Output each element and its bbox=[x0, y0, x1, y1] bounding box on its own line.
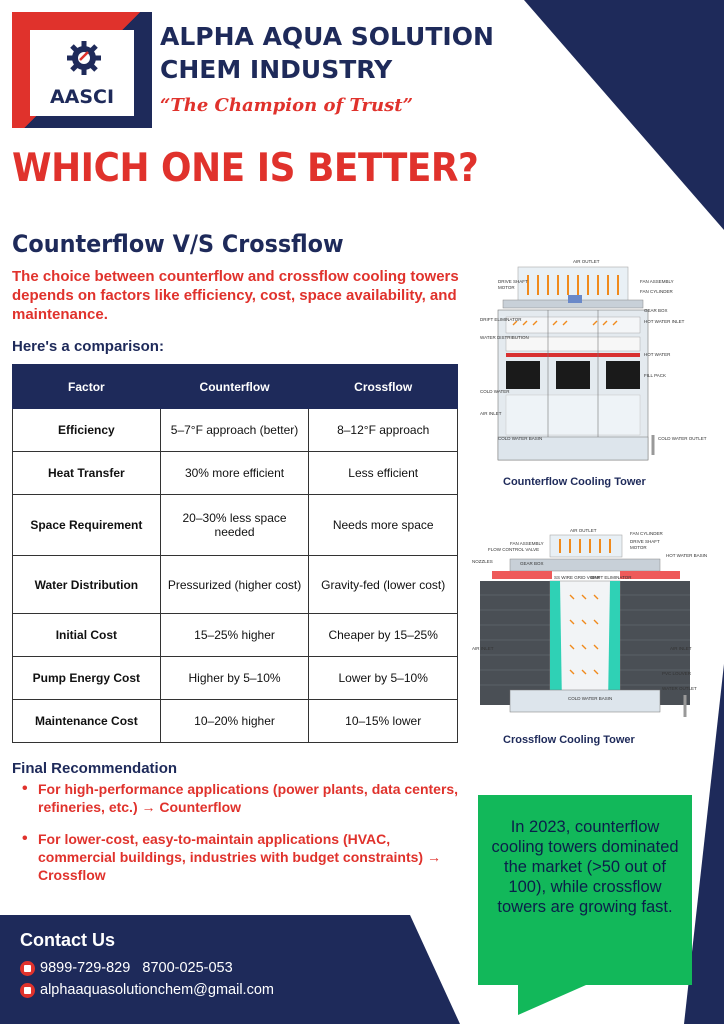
market-callout-text: In 2023, counterflow cooling towers dominated the market (>50 out of 100), while crossflow towers are growing fast. bbox=[491, 818, 679, 916]
tagline: “The Champion of Trust” bbox=[160, 95, 413, 116]
table-cell-crossflow: Gravity-fed (lower cost) bbox=[309, 556, 458, 614]
label-pvc-louver: PVC LOUVER bbox=[662, 671, 692, 676]
list-item: • For high-performance applications (power plants, data centers, refineries, etc.) → Counterflow bbox=[20, 780, 460, 816]
label-cold-water-outlet: COLD WATER OUTLET bbox=[658, 436, 707, 441]
label-nozzles: NOZZLES bbox=[472, 559, 493, 564]
phone-numbers: 9899-729-829 8700-025-053 bbox=[40, 960, 233, 976]
label-wire-grid: SS WIRE GRID V-BAR bbox=[554, 575, 601, 580]
table-cell-crossflow: 8–12°F approach bbox=[309, 409, 458, 452]
label-gear-box: GEAR BOX bbox=[520, 561, 544, 566]
table-cell-counterflow: 20–30% less space needed bbox=[160, 495, 309, 556]
label-air-inlet-left: AIR INLET bbox=[472, 646, 494, 651]
label-motor: MOTOR bbox=[498, 285, 515, 290]
table-row bbox=[13, 614, 458, 657]
table-row bbox=[13, 700, 458, 743]
table-cell-factor: Water Distribution bbox=[13, 556, 161, 614]
table-cell-factor: Pump Energy Cost bbox=[13, 657, 161, 700]
table-cell-counterflow: 5–7°F approach (better) bbox=[160, 409, 309, 452]
label-drift-eliminator: DRIFT ELIMINATOR bbox=[480, 317, 522, 322]
company-logo bbox=[12, 12, 152, 128]
label-cold-water-basin: COLD WATER BASIN bbox=[498, 436, 543, 441]
table-row bbox=[13, 556, 458, 614]
label-hot-water: HOT WATER bbox=[644, 352, 671, 357]
label-air-outlet: AIR OUTLET bbox=[573, 259, 600, 264]
label-water-outlet: WATER OUTLET bbox=[662, 686, 697, 691]
label-hot-water-inlet: HOT WATER INLET bbox=[644, 319, 685, 324]
label-gear-box: GEAR BOX bbox=[644, 308, 668, 313]
comparison-label: Here's a comparison: bbox=[12, 338, 164, 355]
contact-title: Contact Us bbox=[20, 930, 116, 950]
crossflow-caption: Crossflow Cooling Tower bbox=[503, 734, 635, 746]
table-header-cell: Factor bbox=[13, 365, 161, 409]
counterflow-tower-diagram bbox=[478, 255, 707, 470]
table-cell-factor: Space Requirement bbox=[13, 495, 161, 556]
phone-icon bbox=[20, 961, 35, 976]
recommendation-list bbox=[20, 780, 460, 898]
label-air-inlet: AIR INLET bbox=[480, 411, 502, 416]
table-cell-factor: Initial Cost bbox=[13, 614, 161, 657]
table-cell-crossflow: 10–15% lower bbox=[309, 700, 458, 743]
label-flow-control-valve: FLOW CONTROL VALVE bbox=[488, 547, 540, 552]
table-cell-factor: Heat Transfer bbox=[13, 452, 161, 495]
label-drive-shaft: DRIVE SHAFT bbox=[498, 279, 528, 284]
label-drive-shaft: DRIVE SHAFT bbox=[630, 539, 660, 544]
crossflow-tower-diagram bbox=[470, 525, 708, 725]
table-cell-factor: Maintenance Cost bbox=[13, 700, 161, 743]
callout-tail bbox=[518, 985, 586, 1015]
table-cell-counterflow: 15–25% higher bbox=[160, 614, 309, 657]
label-air-inlet-right: AIR INLET bbox=[670, 646, 692, 651]
recommendation-title: Final Recommendation bbox=[12, 760, 178, 777]
label-fan-cylinder: FAN CYLINDER bbox=[640, 289, 673, 294]
intro-paragraph: The choice between counterflow and crossflow cooling towers depends on factors like efficiency, cost, space availability, and maintenance. bbox=[12, 268, 459, 323]
table-cell-crossflow: Less efficient bbox=[309, 452, 458, 495]
logo-text: AASCI bbox=[49, 86, 115, 108]
table-cell-counterflow: 30% more efficient bbox=[160, 452, 309, 495]
table-header-cell: Counterflow bbox=[160, 365, 309, 409]
label-drift-eliminator: DRIFT ELIMINATOR bbox=[590, 575, 632, 580]
contact-email bbox=[20, 982, 274, 998]
table-header-cell: Crossflow bbox=[309, 365, 458, 409]
table-row bbox=[13, 657, 458, 700]
label-water-distribution: WATER DISTRIBUTION bbox=[480, 335, 529, 340]
gear-icon bbox=[66, 40, 102, 76]
contact-panel-edge bbox=[410, 915, 460, 1024]
corner-decoration-top-right bbox=[524, 0, 724, 230]
label-air-outlet: AIR OUTLET bbox=[570, 528, 597, 533]
label-motor: MOTOR bbox=[630, 545, 647, 550]
page-headline: WHICH ONE IS BETTER? bbox=[12, 146, 479, 191]
table-cell-factor: Efficiency bbox=[13, 409, 161, 452]
page-subheading: Counterflow V/S Crossflow bbox=[12, 230, 344, 258]
table-row bbox=[13, 495, 458, 556]
table-header-row bbox=[13, 365, 458, 409]
table-cell-counterflow: Pressurized (higher cost) bbox=[160, 556, 309, 614]
label-cold-water-basin: COLD WATER BASIN bbox=[568, 696, 613, 701]
email-address[interactable]: alphaaquasolutionchem@gmail.com bbox=[40, 982, 274, 998]
label-fan-assembly: FAN ASSEMBLY bbox=[510, 541, 544, 546]
contact-phone bbox=[20, 960, 233, 976]
table-cell-crossflow: Cheaper by 15–25% bbox=[309, 614, 458, 657]
table-row bbox=[13, 452, 458, 495]
list-item: • For lower-cost, easy-to-maintain applications (HVAC, commercial buildings, industries with budget constraints) → Crossflow bbox=[20, 830, 460, 884]
label-cold-water: COLD WATER bbox=[480, 389, 510, 394]
comparison-table bbox=[12, 364, 458, 743]
label-fan-cylinder: FAN CYLINDER bbox=[630, 531, 663, 536]
label-fan-assembly: FAN ASSEMBLY bbox=[640, 279, 674, 284]
table-row bbox=[13, 409, 458, 452]
email-icon bbox=[20, 983, 35, 998]
table-cell-crossflow: Lower by 5–10% bbox=[309, 657, 458, 700]
company-name: ALPHA AQUA SOLUTION CHEM INDUSTRY bbox=[160, 22, 494, 84]
label-fill-pack: FILL PACK bbox=[644, 373, 667, 378]
table-cell-counterflow: Higher by 5–10% bbox=[160, 657, 309, 700]
counterflow-caption: Counterflow Cooling Tower bbox=[503, 476, 646, 488]
table-cell-counterflow: 10–20% higher bbox=[160, 700, 309, 743]
table-cell-crossflow: Needs more space bbox=[309, 495, 458, 556]
label-hot-water-basin: HOT WATER BASIN bbox=[666, 553, 708, 558]
